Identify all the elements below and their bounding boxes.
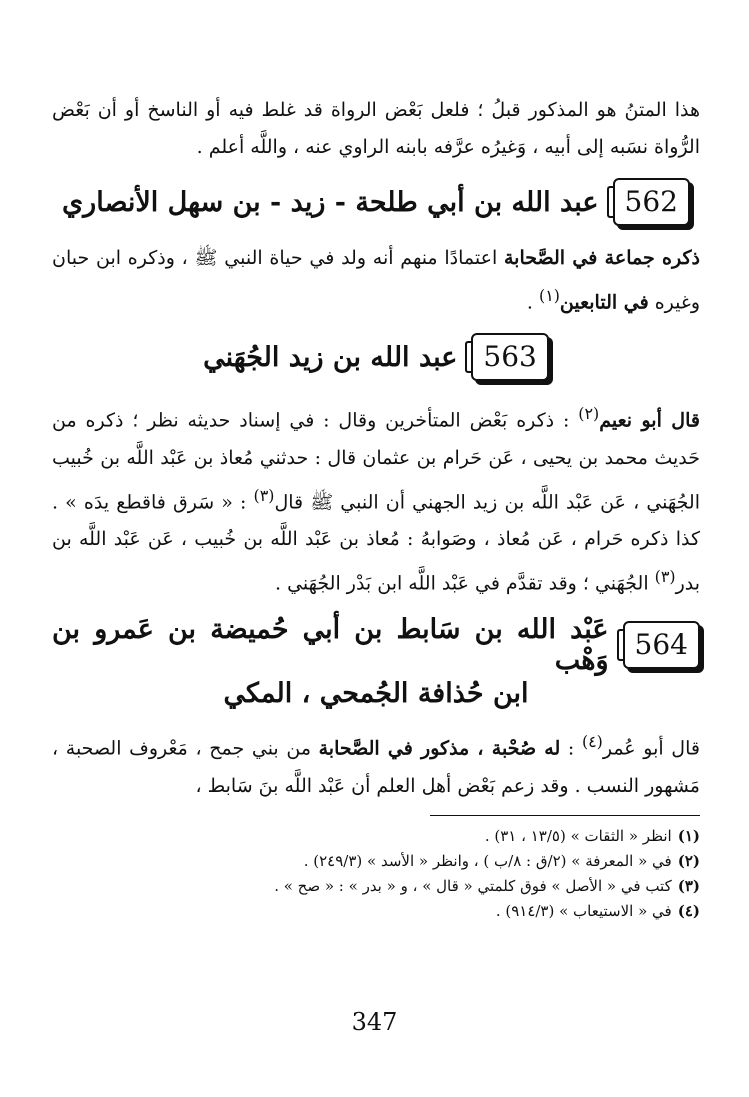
entry-number-box: 564 (623, 621, 700, 669)
bold-phrase: قال أبو نعيم (599, 409, 700, 432)
footnote-number: (٢) (677, 851, 700, 870)
paragraph-entry-564 (52, 723, 700, 804)
entry-heading-562 (52, 178, 700, 226)
paragraph-entry-563 (52, 395, 700, 602)
text-span: : « سَرق فاقطع يدَه » . كذا ذكره حَرام ، عَن مُعاذ ، وصَوابهُ : مُعاذ بن عَبْد اللَّه بن خُبيب ، عَن عَبْد اللَّه بن بدر (52, 490, 700, 595)
footnote (52, 874, 700, 899)
entry-title-continued: ابن حُذافة الجُمحي ، المكي (223, 678, 529, 710)
footnote-ref: (٣) (253, 485, 275, 505)
text-span: من بني جمح ، مَعْروف الصحبة ، مَشهور النسب . وقد زعم بَعْض أهل العلم أن عَبْد اللَّه بنَ سَابط ، (52, 737, 700, 797)
footnote-text: في « المعرفة » (٢/ق : ٨/ب ) ، وانظر « الأسد » (٢٤٩/٣) . (303, 851, 672, 870)
entry-title: عبد الله بن أبي طلحة - زيد - بن سهل الأنصاري (62, 186, 599, 218)
footnote-number: (٣) (677, 876, 700, 895)
entry-heading-563 (52, 333, 700, 381)
footnote-text: انظر « الثقات » (١٣/٥ ، ٣١) . (484, 826, 672, 845)
footnote-number: (١) (677, 826, 700, 845)
footnotes (52, 824, 700, 924)
bold-phrase: في التابعين (559, 291, 649, 314)
footnote-ref: (٣) (654, 566, 676, 586)
footnote-ref: (١) (539, 286, 560, 305)
footnote-divider (430, 815, 700, 816)
entry-heading-564 (52, 614, 700, 709)
text-span: : ذكره بَعْض المتأخرين وقال : في إسناد حديثه نظر ؛ ذكره من حَديث محمد بن يحيى ، عَن حَرام بن عثمان قال : حدثني مُعاذ بن عَبْد اللَّه بن خُبيب الجُهَني ، عَن عَبْد اللَّه بن زيد الجهني أن النبي ﷺ قال (52, 409, 701, 513)
entry-title: عبد الله بن زيد الجُهَني (203, 341, 458, 373)
footnote-ref: (٤) (581, 732, 603, 752)
entry-title: عَبْد الله بن سَابط بن أبي حُميضة بن عَمرو بن وَهْب (52, 614, 609, 677)
entry-number-box: 562 (613, 178, 690, 226)
bold-phrase: له صُحْبة ، مذكور في الصَّحابة (318, 737, 561, 760)
footnote-number: (٤) (677, 901, 700, 920)
footnote (52, 849, 700, 874)
page-body (52, 92, 700, 924)
footnote (52, 824, 700, 849)
text-span: قال أبو عُمر (602, 737, 700, 760)
footnote-text: في « الاستيعاب » (٩١٤/٣) . (495, 901, 672, 920)
footnote-ref: (٢) (578, 404, 600, 424)
footnote-text: كتب في « الأصل » فوق كلمتي « قال » ، و « بدر » : « صح » . (274, 876, 672, 895)
bold-phrase: ذكره جماعة في الصَّحابة (504, 247, 700, 269)
text-span: اعتمادًا منهم أنه ولد في حياة النبي ﷺ ، وذكره ابن حبان وغيره (52, 247, 700, 314)
footnote (52, 899, 700, 924)
paragraph-entry-562 (52, 240, 700, 321)
text-span: الجُهَني ؛ وقد تقدَّم في عَبْد اللَّه ابن بَدْر الجُهَني . (274, 572, 655, 595)
page-number: 347 (351, 1008, 398, 1036)
paragraph-intro: هذا المتنُ هو المذكور قبلُ ؛ فلعل بَعْض الرواة قد غلط فيه أو الناسخ أو أن بَعْض الرُّواة نسَبه إلى أبيه ، وَغيرُه عرَّفه بابنه الراوي عنه ، واللَّه أعلم . (52, 99, 700, 158)
text-span: . (526, 291, 539, 314)
entry-number-box: 563 (471, 333, 548, 381)
text-span: : (560, 737, 582, 760)
